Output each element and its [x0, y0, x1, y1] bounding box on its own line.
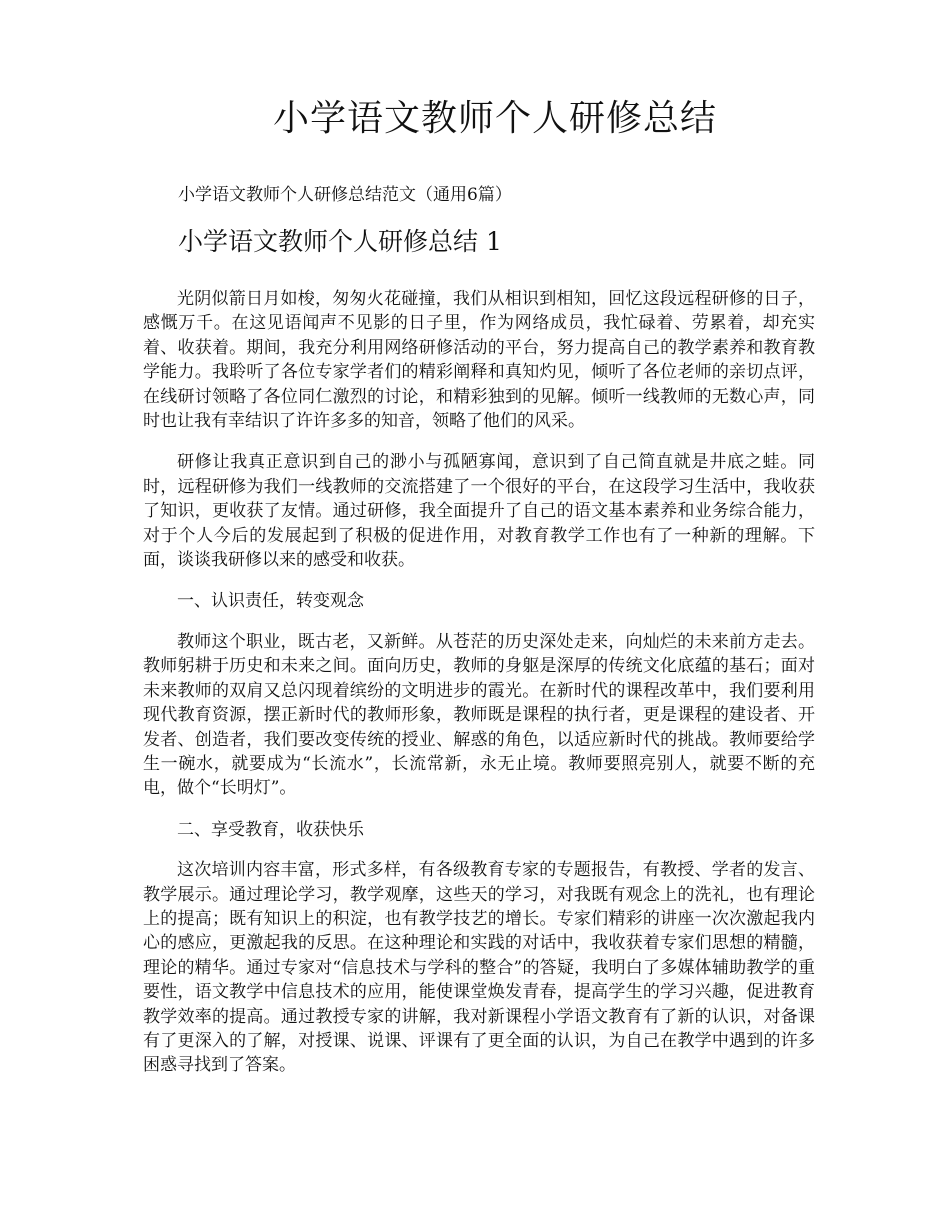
paragraph-3: 教师这个职业，既古老，又新鲜。从苍茫的历史深处走来，向灿烂的未来前方走去。教师躬耕于历史和未来之间。面向历史，教师的身躯是深厚的传统文化底蕴的基石；面对未来教师的双肩又总闪现着缤纷的文明进步的霞光。在新时代的课程改革中，我们要利用现代教育资源，摆正新时代的教师形象，教师既是课程的执行者，更是课程的建设者、开发者、创造者，我们要改变传统的授业、解惑的角色，以适应新时代的挑战。教师要给学生一碗水，就要成为“长流水”，长流常新，永无止境。教师要照亮别人，就要不断的充电，做个“长明灯”。 — [143, 631, 815, 799]
subheading-2: 二、享受教育，收获快乐 — [177, 819, 364, 840]
paragraph-2: 研修让我真正意识到自己的渺小与孤陋寡闻，意识到了自己简直就是井底之蛙。同时，远程研修为我们一线教师的交流搭建了一个很好的平台，在这段学习生活中，我收获了知识，更收获了友情。通过研修，我全面提升了自己的语文基本素养和业务综合能力，对于个人今后的发展起到了积极的促进作用，对教育教学工作也有了一种新的理解。下面，谈谈我研修以来的感受和收获。 — [143, 452, 815, 571]
paragraph-1: 光阴似箭日月如梭，匆匆火花碰撞，我们从相识到相知，回忆这段远程研修的日子，感慨万千。在这见语闻声不见影的日子里，作为网络成员，我忙碌着、劳累着，却充实着、收获着。期间，我充分利用网络研修活动的平台，努力提高自己的教学素养和教育教学能力。我聆听了各位专家学者们的精彩阐释和真知灼见，倾听了各位老师的亲切点评，在线研讨领略了各位同仁激烈的讨论，和精彩独到的见解。倾听一线教师的无数心声，同时也让我有幸结识了许许多多的知音，领略了他们的风采。 — [143, 289, 815, 432]
document-body — [143, 287, 815, 1095]
paragraph-4: 这次培训内容丰富，形式多样，有各级教育专家的专题报告，有教授、学者的发言、教学展示。通过理论学习，教学观摩，这些天的学习，对我既有观念上的洗礼，也有理论上的提高；既有知识上的积淀，也有教学技艺的增长。专家们精彩的讲座一次次激起我内心的感应，更激起我的反思。在这种理论和实践的对话中，我收获着专家们思想的精髓，理论的精华。通过专家对“信息技术与学科的整合”的答疑，我明白了多媒体辅助教学的重要性，语文教学中信息技术的应用，能使课堂焕发青春，提高学生的学习兴趣，促进教育教学效率的提高。通过教授专家的讲解，我对新课程小学语文教育有了新的认识，对备课有了更深入的了解，对授课、说课、评课有了更全面的认识，为自己在教学中遇到的许多困惑寻找到了答案。 — [143, 860, 815, 1076]
subheading-1: 一、认识责任，转变观念 — [177, 591, 364, 612]
document-title: 小学语文教师个人研修总结 — [272, 98, 717, 139]
document-subtitle: 小学语文教师个人研修总结范文（通用6篇） — [178, 185, 512, 205]
section-heading: 小学语文教师个人研修总结 1 — [178, 227, 502, 256]
